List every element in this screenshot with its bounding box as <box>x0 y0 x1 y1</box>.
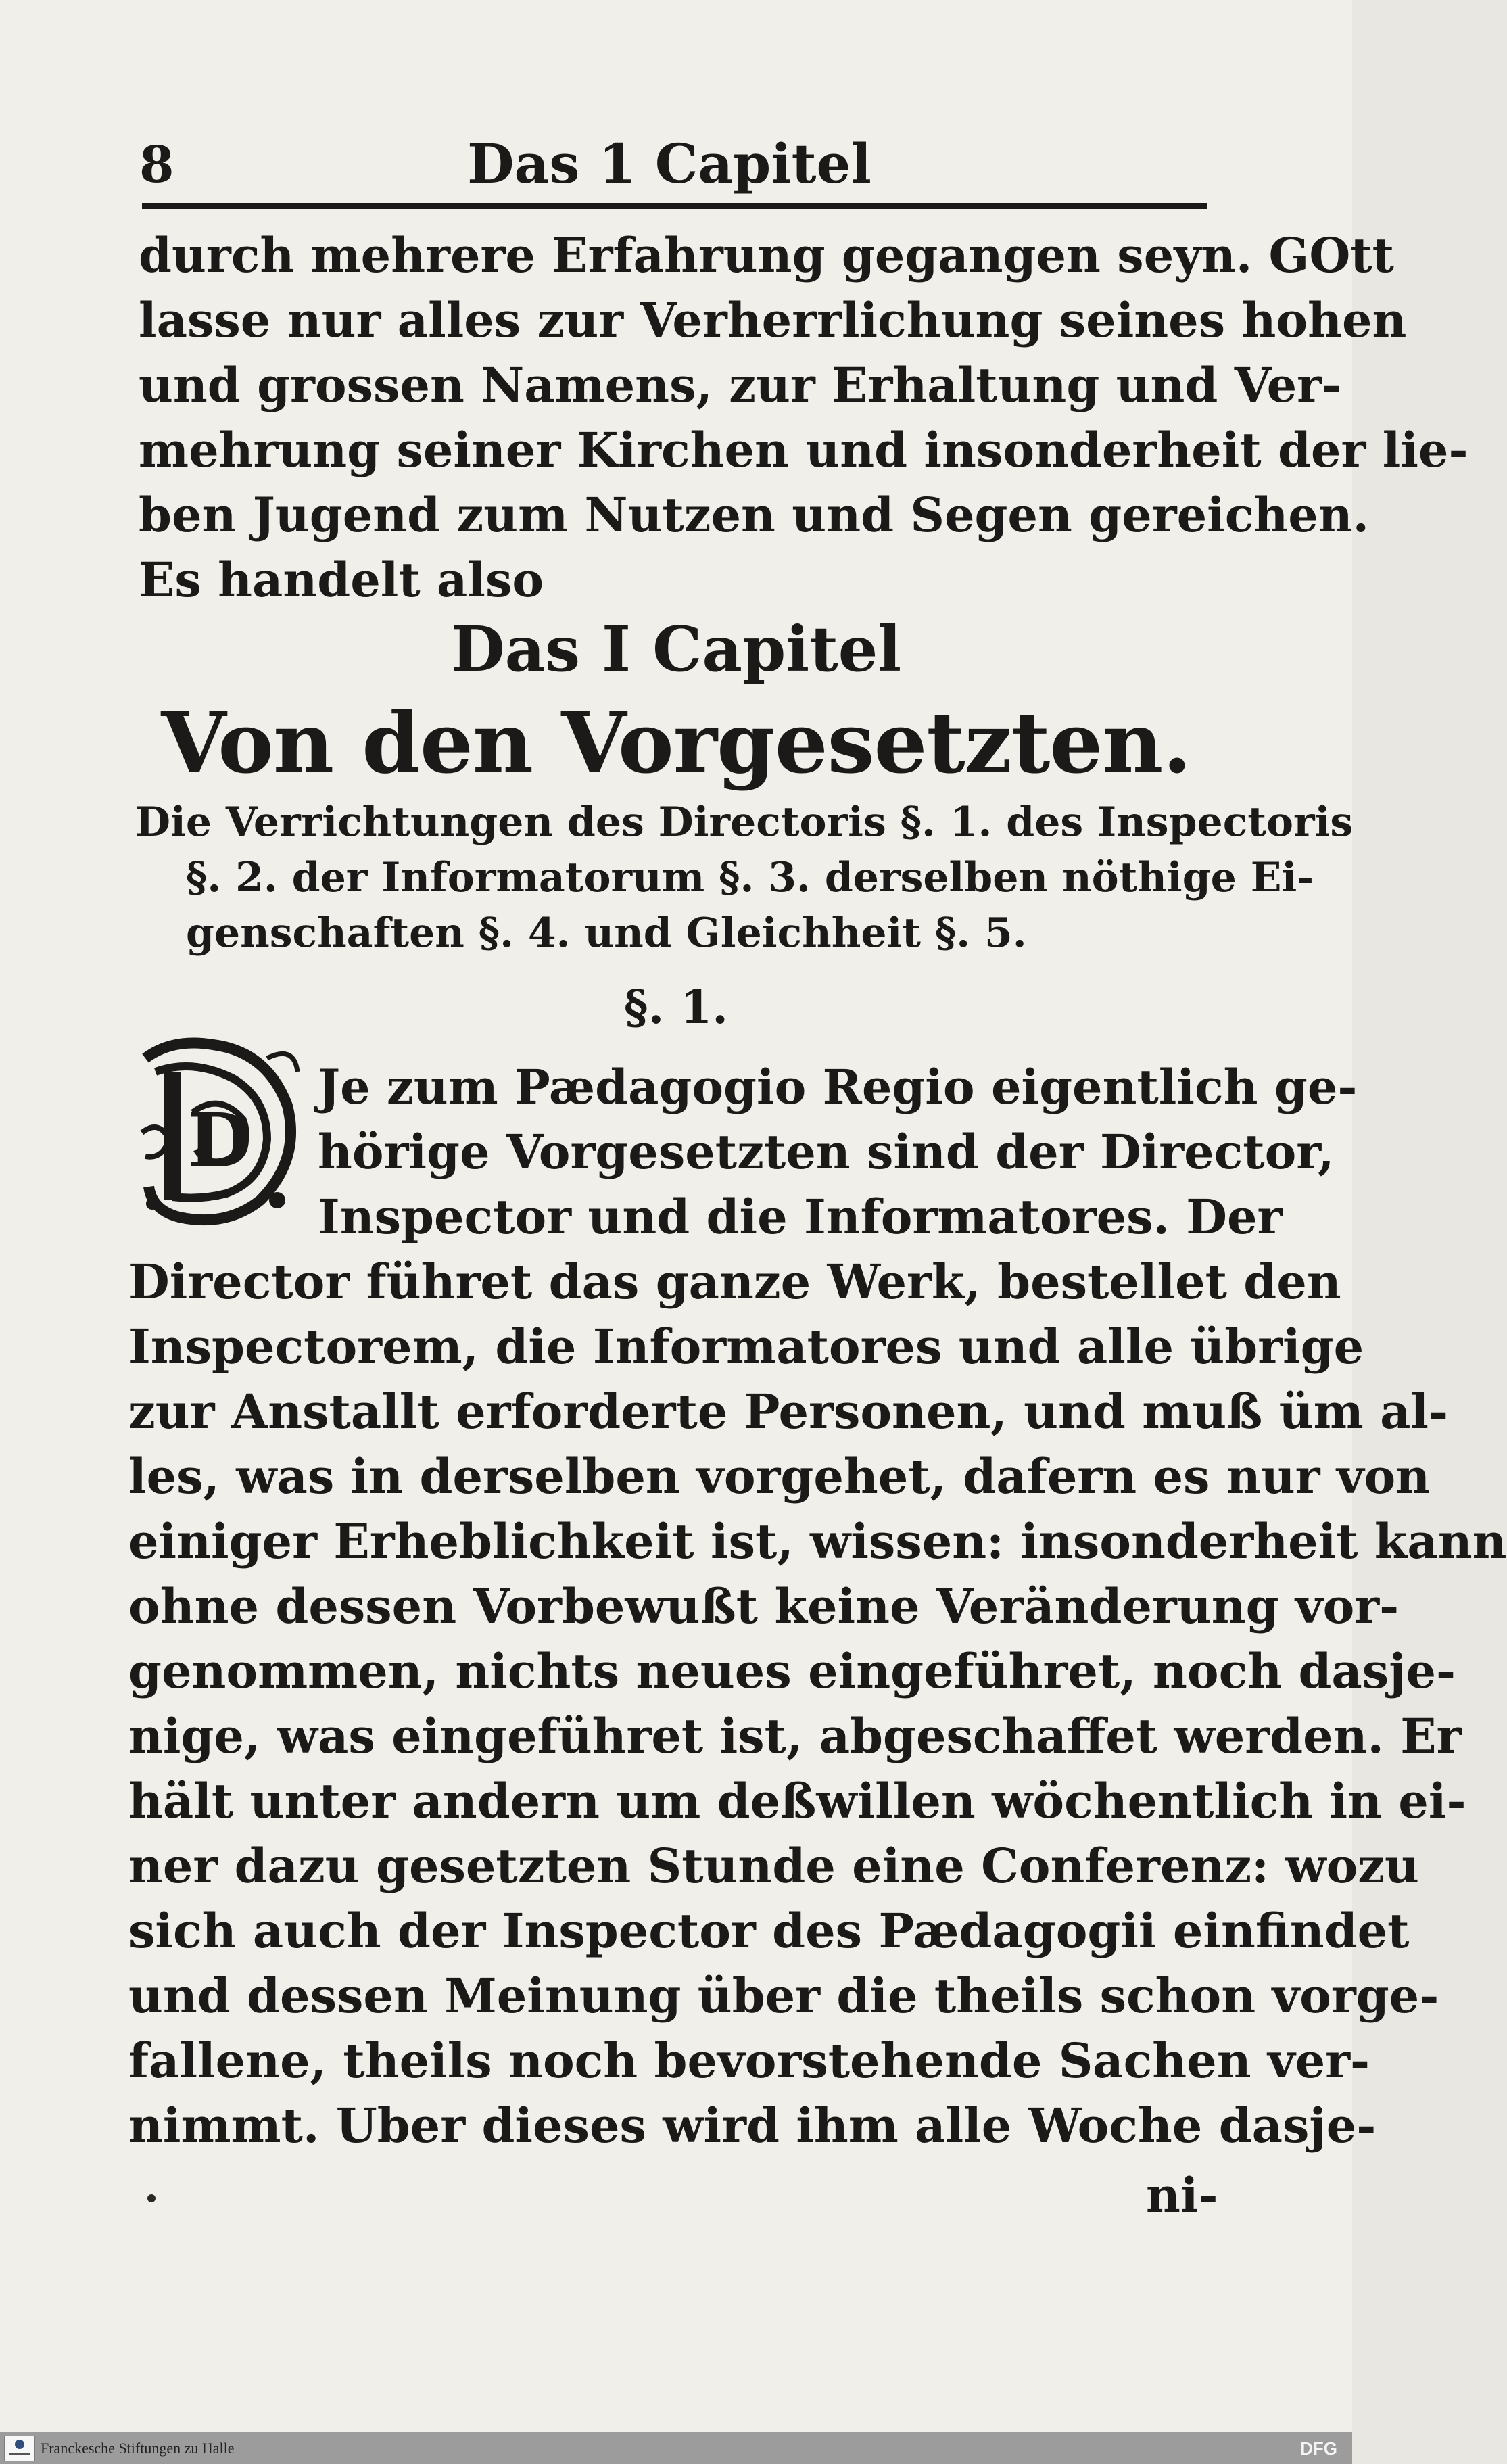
body-paragraph <box>128 1250 1507 2158</box>
chapter-summary <box>135 795 1354 961</box>
text-line: genommen, nichts neues eingeführet, noch dasje- <box>128 1643 1456 1699</box>
text-line: ben Jugend zum Nutzen und Segen gereichen. <box>139 487 1370 543</box>
text-line: nige, was eingeführet ist, abgeschaffet werden. Er <box>128 1708 1462 1764</box>
running-title: Das 1 Capitel <box>467 132 871 195</box>
drop-cap-ornament <box>132 1031 308 1227</box>
text-line: einiger Erheblichkeit ist, wissen: insonderheit kann <box>128 1513 1507 1569</box>
text-line: Inspector und die Informatores. Der <box>318 1189 1283 1245</box>
page-number: 8 <box>139 136 174 194</box>
body-first-lines <box>318 1055 1358 1250</box>
text-line: Director führet das ganze Werk, bestellet den <box>128 1254 1341 1310</box>
section-mark: §. 1. <box>624 980 728 1035</box>
ink-dot <box>147 2194 156 2202</box>
text-line: hörige Vorgesetzten sind der Director, <box>318 1124 1335 1180</box>
text-line: sich auch der Inspector des Pædagogii einfindet <box>128 1903 1410 1959</box>
text-line: Je zum Pædagogio Regio eigentlich ge- <box>318 1059 1358 1115</box>
text-line: mehrung seiner Kirchen und insonderheit der lie- <box>139 422 1468 478</box>
text-line: hält unter andern um deßwillen wöchentlich in ei- <box>128 1773 1466 1829</box>
text-line: und grossen Namens, zur Erhaltung und Ver- <box>139 357 1342 413</box>
institution-name: Franckesche Stiftungen zu Halle <box>41 2440 235 2457</box>
text-line: Inspectorem, die Informatores und alle übrige <box>128 1319 1364 1375</box>
summary-line: Die Verrichtungen des Directoris §. 1. des Inspectoris <box>135 799 1354 846</box>
text-line: fallene, theils noch bevorstehende Sachen ver- <box>128 2033 1370 2089</box>
summary-line: genschaften §. 4. und Gleichheit §. 5. <box>186 909 1027 957</box>
intro-paragraph <box>139 223 1468 613</box>
text-line: und dessen Meinung über die theils schon vorge- <box>128 1968 1439 2024</box>
text-line: ohne dessen Vorbewußt keine Veränderung vor- <box>128 1578 1400 1634</box>
footer-bar <box>0 2432 1352 2464</box>
text-line: les, was in derselben vorgehet, dafern es nur von <box>128 1448 1431 1505</box>
text-line: zur Anstallt erforderte Personen, und muß üm al- <box>128 1383 1449 1440</box>
text-line: ner dazu gesetzten Stunde eine Conferenz: wozu <box>128 1838 1419 1894</box>
dfg-logo: DFG <box>1300 2438 1337 2459</box>
chapter-title: Von den Vorgesetzten. <box>161 694 1191 792</box>
summary-line: §. 2. der Informatorum §. 3. derselben nöthige Ei- <box>186 854 1314 901</box>
running-head <box>135 132 1203 206</box>
chapter-heading: Das I Capitel <box>450 613 902 686</box>
catchword: ni- <box>1146 2167 1218 2223</box>
text-line: lasse nur alles zur Verherrlichung seines hohen <box>139 292 1407 348</box>
text-line: Es handelt also <box>139 552 544 608</box>
drop-cap-letter: D <box>187 1097 252 1184</box>
text-line: durch mehrere Erfahrung gegangen seyn. GOtt <box>139 227 1394 283</box>
institution-logo-icon <box>4 2436 35 2461</box>
text-line: nimmt. Uber dieses wird ihm alle Woche dasje- <box>128 2098 1377 2154</box>
header-rule <box>142 203 1207 209</box>
